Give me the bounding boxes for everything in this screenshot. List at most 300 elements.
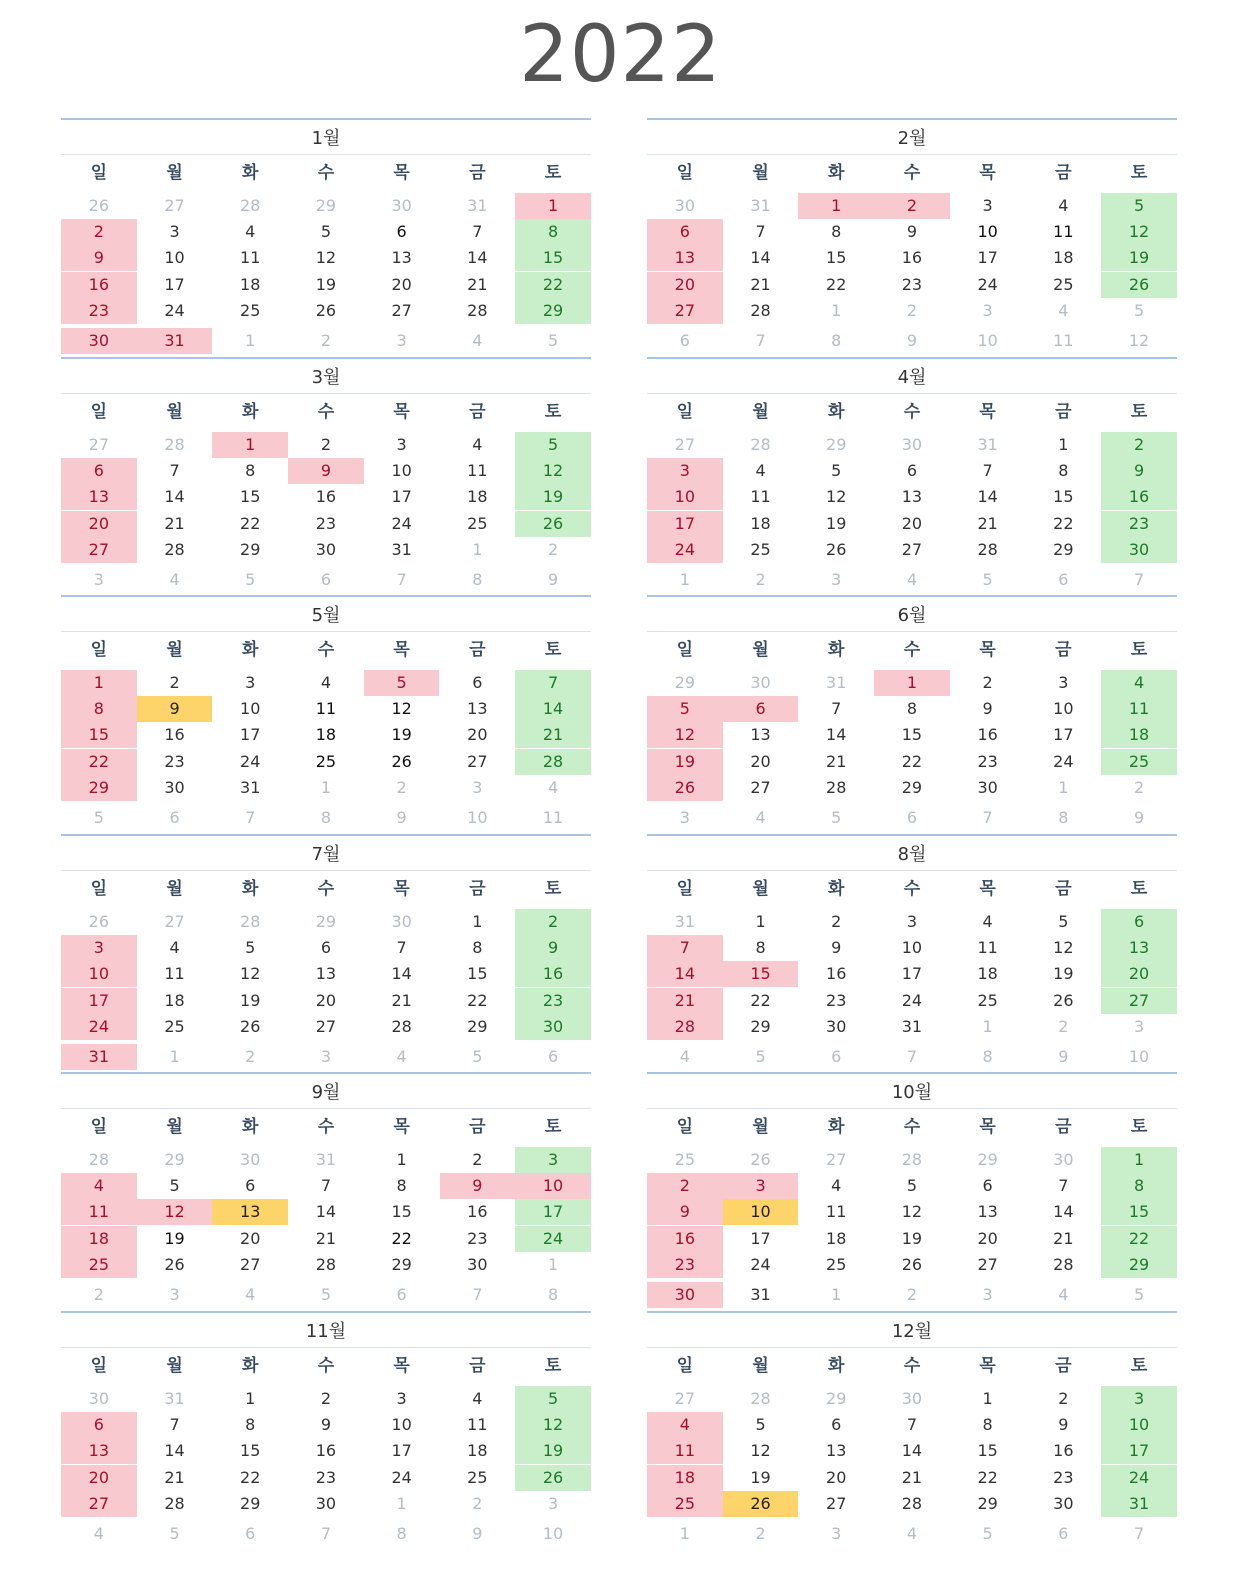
day-cell: 26: [1101, 272, 1177, 298]
day-cell: 29: [315, 196, 337, 215]
day-cell: 14: [826, 725, 847, 744]
month-title: 11월: [305, 1321, 347, 1342]
month-block: [647, 834, 1177, 1076]
day-cell: 2: [1101, 432, 1177, 458]
day-cell: 4: [169, 570, 180, 589]
day-cell: 6: [831, 1047, 842, 1066]
day-cell: 20: [826, 1468, 847, 1487]
day-cell: 7: [472, 222, 483, 241]
day-cell: 31: [750, 196, 771, 215]
day-cell: 28: [240, 196, 261, 215]
day-cell: 2: [906, 301, 918, 320]
day-cell: 29: [164, 1150, 185, 1169]
day-cell: 1: [831, 301, 842, 320]
day-cell: 8: [1101, 1173, 1177, 1199]
day-cell: 6: [396, 1285, 407, 1304]
day-cell: 6: [1101, 909, 1177, 935]
day-cell: 25: [674, 1150, 696, 1169]
day-cell: 11: [1101, 696, 1177, 722]
day-cell: 28: [901, 1494, 923, 1513]
weekday-header: 월: [166, 640, 183, 660]
day-cell: 6: [472, 673, 483, 692]
day-cell: 7: [982, 808, 993, 827]
day-cell: 4: [1101, 670, 1177, 696]
day-cell: 29: [977, 1494, 998, 1513]
day-cell: 27: [750, 778, 771, 797]
day-cell: 30: [674, 196, 696, 215]
day-cell: 23: [315, 514, 337, 533]
weekday-header: 금: [1055, 640, 1072, 660]
day-cell: 1: [320, 778, 332, 797]
day-cell: 20: [977, 1229, 998, 1248]
day-cell: 23: [826, 991, 847, 1010]
day-cell: 25: [467, 1468, 488, 1487]
day-cell: 23: [315, 1468, 337, 1487]
day-cell: 15: [826, 248, 847, 267]
weekday-header: 일: [676, 163, 694, 183]
weekday-header: 일: [676, 1356, 694, 1376]
day-cell: 22: [1101, 1226, 1177, 1252]
day-cell: 29: [674, 673, 696, 692]
month-block: [647, 118, 1177, 360]
day-cell: 17: [391, 487, 412, 506]
day-cell: 5: [93, 808, 104, 827]
weekday-header: 목: [979, 879, 996, 899]
weekday-divider: [61, 154, 591, 155]
month-block: [61, 118, 591, 360]
day-cell: 5: [515, 1386, 591, 1412]
day-cell: 29: [61, 775, 137, 801]
day-cell: 16: [61, 272, 137, 298]
day-cell: 8: [396, 1176, 407, 1195]
day-cell: 12: [240, 964, 261, 983]
day-cell: 8: [1058, 461, 1069, 480]
day-cell: 15: [901, 725, 923, 744]
day-cell: 30: [1053, 1150, 1074, 1169]
day-cell: 15: [61, 722, 137, 748]
day-cell: 18: [240, 275, 261, 294]
day-cell: 5: [831, 808, 842, 827]
day-cell: 1: [982, 1389, 993, 1408]
day-cell: 10: [542, 1524, 564, 1543]
day-cell: 4: [906, 570, 918, 589]
day-cell: 24: [750, 1255, 771, 1274]
day-cell: 11: [977, 938, 998, 957]
day-cell: 5: [245, 938, 256, 957]
day-cell: 27: [901, 540, 923, 559]
day-cell: 10: [1128, 1047, 1150, 1066]
day-cell: 9: [982, 699, 993, 718]
day-cell: 7: [396, 570, 407, 589]
day-cell: 28: [750, 435, 771, 454]
day-cell: 20: [467, 725, 488, 744]
day-cell: 9: [137, 696, 213, 722]
day-cell: 17: [391, 1441, 412, 1460]
day-cell: 5: [320, 1285, 332, 1304]
day-cell: 6: [1058, 1524, 1069, 1543]
day-cell: 22: [61, 749, 137, 775]
day-cell: 2: [906, 1285, 918, 1304]
month-block: [61, 357, 591, 599]
day-cell: 7: [515, 670, 591, 696]
day-cell: 28: [647, 1014, 723, 1040]
day-cell: 24: [901, 991, 923, 1010]
day-cell: 24: [391, 1468, 412, 1487]
day-cell: 14: [515, 696, 591, 722]
weekday-header: 토: [544, 1356, 562, 1376]
day-cell: 2: [831, 912, 842, 931]
month-block: [647, 595, 1177, 837]
day-cell: 31: [391, 540, 412, 559]
day-cell: 2: [1133, 778, 1145, 797]
day-cell: 21: [467, 275, 488, 294]
month-block: [61, 834, 591, 1076]
day-cell: 10: [61, 961, 137, 987]
day-cell: 29: [240, 1494, 261, 1513]
weekday-header: 일: [676, 402, 694, 422]
day-cell: 6: [396, 222, 407, 241]
weekday-header: 월: [166, 1117, 183, 1137]
day-cell: 22: [1053, 514, 1074, 533]
day-cell: 3: [982, 1285, 993, 1304]
day-cell: 23: [647, 1252, 723, 1278]
day-cell: 4: [396, 1047, 407, 1066]
day-cell: 6: [61, 458, 137, 484]
day-cell: 11: [826, 1202, 847, 1221]
day-cell: 17: [240, 725, 261, 744]
day-cell: 22: [750, 991, 771, 1010]
weekday-header: 수: [903, 1117, 921, 1137]
day-cell: 10: [391, 461, 412, 480]
day-cell: 19: [1101, 245, 1177, 271]
day-cell: 13: [1101, 935, 1177, 961]
weekday-header: 월: [752, 163, 769, 183]
day-cell: 25: [826, 1255, 847, 1274]
day-cell: 22: [467, 991, 488, 1010]
day-cell: 4: [982, 912, 993, 931]
day-cell: 3: [396, 331, 407, 350]
day-cell: 25: [467, 514, 488, 533]
day-cell: 15: [723, 961, 799, 987]
day-cell: 4: [755, 461, 766, 480]
day-cell: 6: [1058, 570, 1069, 589]
day-cell: 14: [391, 964, 412, 983]
day-cell: 16: [467, 1202, 488, 1221]
day-cell: 24: [977, 275, 998, 294]
day-cell: 18: [826, 1229, 847, 1248]
weekday-header: 화: [242, 402, 259, 422]
weekday-header: 금: [469, 879, 486, 899]
weekday-header: 목: [979, 640, 996, 660]
day-cell: 9: [515, 935, 591, 961]
day-cell: 4: [906, 1524, 918, 1543]
day-cell: 30: [164, 778, 185, 797]
day-cell: 14: [977, 487, 998, 506]
day-cell: 11: [240, 248, 261, 267]
weekday-header: 수: [317, 163, 335, 183]
day-cell: 9: [396, 808, 407, 827]
day-cell: 3: [723, 1173, 799, 1199]
day-cell: 14: [164, 1441, 185, 1460]
day-cell: 3: [547, 1494, 559, 1513]
day-cell: 6: [831, 1415, 842, 1434]
day-cell: 14: [647, 961, 723, 987]
day-cell: 4: [1058, 196, 1069, 215]
day-cell: 31: [240, 778, 261, 797]
day-cell: 9: [547, 570, 559, 589]
day-cell: 8: [472, 938, 483, 957]
day-cell: 22: [901, 752, 923, 771]
day-cell: 10: [977, 222, 998, 241]
day-cell: 29: [467, 1017, 488, 1036]
day-cell: 29: [1053, 540, 1074, 559]
weekday-header: 금: [1055, 1356, 1072, 1376]
day-cell: 9: [906, 331, 918, 350]
day-cell: 30: [515, 1014, 591, 1040]
day-cell: 4: [647, 1412, 723, 1438]
day-cell: 5: [515, 432, 591, 458]
day-cell: 16: [901, 248, 923, 267]
day-cell: 24: [391, 514, 412, 533]
day-cell: 18: [1053, 248, 1074, 267]
day-cell: 1: [798, 193, 874, 219]
day-cell: 28: [88, 1150, 110, 1169]
day-cell: 23: [977, 752, 998, 771]
day-cell: 18: [61, 1226, 137, 1252]
day-cell: 6: [906, 461, 918, 480]
day-cell: 4: [61, 1173, 137, 1199]
weekday-header: 화: [242, 640, 259, 660]
day-cell: 25: [1053, 275, 1074, 294]
month-title: 6월: [897, 605, 927, 626]
day-cell: 1: [1101, 1147, 1177, 1173]
weekday-header: 금: [1055, 1117, 1072, 1137]
day-cell: 15: [515, 245, 591, 271]
weekday-divider: [61, 631, 591, 632]
day-cell: 10: [647, 484, 723, 510]
day-cell: 30: [315, 1494, 337, 1513]
day-cell: 29: [977, 1150, 998, 1169]
weekday-header: 월: [752, 402, 769, 422]
day-cell: 2: [547, 540, 559, 559]
day-cell: 2: [320, 1389, 332, 1408]
day-cell: 15: [391, 1202, 412, 1221]
day-cell: 7: [982, 461, 993, 480]
day-cell: 27: [164, 912, 185, 931]
day-cell: 16: [515, 961, 591, 987]
day-cell: 1: [245, 1389, 256, 1408]
day-cell: 9: [440, 1173, 516, 1199]
weekday-header: 화: [828, 879, 845, 899]
day-cell: 28: [515, 749, 591, 775]
weekday-header: 일: [90, 640, 108, 660]
day-cell: 6: [906, 808, 918, 827]
day-cell: 25: [315, 752, 337, 771]
day-cell: 3: [245, 673, 256, 692]
day-cell: 8: [320, 808, 332, 827]
day-cell: 24: [164, 301, 185, 320]
weekday-header: 수: [317, 1356, 335, 1376]
day-cell: 13: [391, 248, 412, 267]
day-cell: 8: [831, 331, 842, 350]
day-cell: 28: [164, 540, 185, 559]
day-cell: 30: [901, 1389, 923, 1408]
day-cell: 31: [315, 1150, 337, 1169]
day-cell: 2: [472, 1150, 483, 1169]
day-cell: 28: [391, 1017, 412, 1036]
day-cell: 6: [245, 1524, 256, 1543]
day-cell: 8: [245, 1415, 256, 1434]
day-cell: 3: [831, 570, 842, 589]
weekday-header: 토: [544, 402, 562, 422]
day-cell: 19: [750, 1468, 771, 1487]
day-cell: 26: [515, 1465, 591, 1491]
day-cell: 1: [515, 193, 591, 219]
day-cell: 2: [515, 909, 591, 935]
day-cell: 27: [826, 1150, 847, 1169]
day-cell: 3: [472, 778, 483, 797]
day-cell: 1: [1058, 435, 1069, 454]
day-cell: 31: [467, 196, 488, 215]
day-cell: 10: [515, 1173, 591, 1199]
day-cell: 9: [1101, 458, 1177, 484]
day-cell: 19: [647, 749, 723, 775]
day-cell: 13: [750, 725, 771, 744]
day-cell: 27: [88, 435, 110, 454]
weekday-divider: [647, 393, 1177, 394]
day-cell: 25: [240, 301, 261, 320]
day-cell: 19: [515, 1438, 591, 1464]
day-cell: 11: [164, 964, 185, 983]
day-cell: 20: [750, 752, 771, 771]
day-cell: 23: [1053, 1468, 1074, 1487]
day-cell: 31: [750, 1285, 771, 1304]
day-cell: 21: [1053, 1229, 1074, 1248]
day-cell: 27: [61, 1491, 137, 1517]
day-cell: 28: [1053, 1255, 1074, 1274]
day-cell: 7: [906, 1415, 918, 1434]
weekday-header: 월: [752, 1356, 769, 1376]
day-cell: 10: [1053, 699, 1074, 718]
day-cell: 6: [547, 1047, 559, 1066]
day-cell: 26: [315, 301, 337, 320]
day-cell: 4: [169, 938, 180, 957]
day-cell: 22: [826, 275, 847, 294]
day-cell: 16: [1101, 484, 1177, 510]
day-cell: 1: [169, 1047, 180, 1066]
day-cell: 10: [467, 808, 488, 827]
day-cell: 31: [137, 328, 213, 354]
day-cell: 15: [240, 1441, 261, 1460]
day-cell: 26: [391, 752, 412, 771]
day-cell: 24: [240, 752, 261, 771]
day-cell: 4: [245, 1285, 256, 1304]
day-cell: 1: [396, 1150, 407, 1169]
day-cell: 29: [750, 1017, 771, 1036]
day-cell: 20: [901, 514, 923, 533]
day-cell: 3: [169, 1285, 180, 1304]
day-cell: 12: [391, 699, 412, 718]
weekday-header: 토: [1130, 1117, 1148, 1137]
day-cell: 14: [750, 248, 771, 267]
day-cell: 13: [826, 1441, 847, 1460]
day-cell: 13: [901, 487, 923, 506]
weekday-divider: [61, 870, 591, 871]
day-cell: 4: [472, 435, 483, 454]
month-block: [647, 1072, 1177, 1314]
day-cell: 23: [1101, 511, 1177, 537]
day-cell: 4: [547, 778, 559, 797]
day-cell: 28: [750, 301, 771, 320]
day-cell: 8: [396, 1524, 407, 1543]
day-cell: 9: [1133, 808, 1145, 827]
day-cell: 1: [874, 670, 950, 696]
day-cell: 22: [515, 272, 591, 298]
day-cell: 28: [315, 1255, 337, 1274]
day-cell: 29: [315, 912, 337, 931]
month-title: 2월: [897, 128, 927, 149]
day-cell: 3: [679, 808, 690, 827]
day-cell: 19: [391, 725, 412, 744]
day-cell: 29: [391, 1255, 412, 1274]
weekday-header: 화: [242, 1356, 259, 1376]
weekday-header: 화: [828, 640, 845, 660]
day-cell: 29: [515, 298, 591, 324]
day-cell: 29: [826, 1389, 847, 1408]
day-cell: 5: [906, 1176, 918, 1195]
day-cell: 24: [1101, 1465, 1177, 1491]
weekday-header: 수: [903, 163, 921, 183]
day-cell: 16: [826, 964, 847, 983]
day-cell: 19: [164, 1229, 185, 1248]
day-cell: 30: [240, 1150, 261, 1169]
day-cell: 4: [831, 1176, 842, 1195]
day-cell: 7: [169, 461, 180, 480]
day-cell: 2: [982, 673, 993, 692]
day-cell: 7: [755, 331, 766, 350]
day-cell: 3: [320, 1047, 332, 1066]
day-cell: 22: [391, 1229, 412, 1248]
day-cell: 21: [391, 991, 412, 1010]
day-cell: 15: [1101, 1199, 1177, 1225]
day-cell: 9: [320, 1415, 332, 1434]
day-cell: 2: [755, 570, 766, 589]
day-cell: 10: [164, 248, 185, 267]
day-cell: 9: [831, 938, 842, 957]
day-cell: 30: [901, 435, 923, 454]
year-title: 2022: [519, 10, 722, 100]
day-cell: 2: [245, 1047, 256, 1066]
day-cell: 5: [472, 1047, 483, 1066]
weekday-header: 수: [317, 640, 335, 660]
weekday-header: 월: [166, 1356, 183, 1376]
month-block: [61, 1072, 591, 1314]
month-title: 4월: [897, 367, 927, 388]
day-cell: 13: [61, 1438, 137, 1464]
day-cell: 20: [391, 275, 412, 294]
day-cell: 8: [831, 222, 842, 241]
day-cell: 11: [315, 699, 337, 718]
weekday-divider: [61, 393, 591, 394]
day-cell: 30: [88, 1389, 110, 1408]
month-block: [61, 1311, 591, 1553]
weekday-header: 토: [544, 640, 562, 660]
day-cell: 8: [982, 1047, 993, 1066]
weekday-header: 수: [317, 402, 335, 422]
day-cell: 21: [901, 1468, 923, 1487]
weekday-header: 일: [676, 1117, 694, 1137]
weekday-header: 일: [90, 879, 108, 899]
